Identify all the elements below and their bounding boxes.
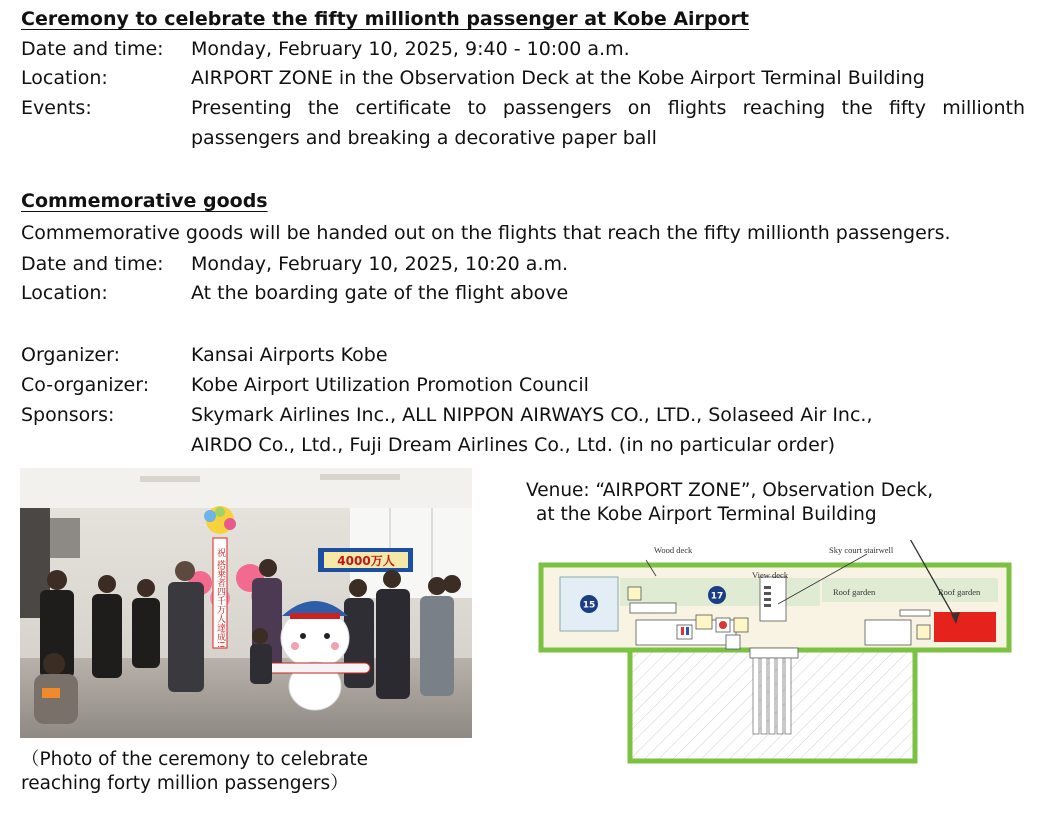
gate-17-label: 17 [710,591,724,602]
goods-location-value: At the boarding gate of the flight above [191,282,569,304]
venue-floor-map [538,540,1012,768]
organizer-value: Kansai Airports Kobe [191,344,388,366]
organizer-label: Organizer: [21,344,120,366]
label-sky-court-stairwell: Sky court stairwell [829,545,894,555]
label-view-deck: View deck [752,570,789,580]
sponsors-label: Sponsors: [21,404,115,426]
airport-zone-area [934,612,996,642]
ceremony-events-line1: Presenting the certificate to passengers on flights reaching the fifty millionth [191,97,1025,119]
ceremony-date-label: Date and time: [21,38,164,60]
sponsors-line2: AIRDO Co., Ltd., Fuji Dream Airlines Co., Ltd. (in no particular order) [191,434,835,456]
venue-title-line1: Venue: “AIRPORT ZONE”, Observation Deck, [526,480,934,501]
photo-caption-line2: reaching forty million passengers） [21,773,349,794]
photo-banner-text: 4000万人 [337,554,395,568]
ceremony-heading: Ceremony to celebrate the fifty millionth passenger at Kobe Airport [21,8,750,30]
venue-title-line2: at the Kobe Airport Terminal Building [536,504,877,525]
goods-location-label: Location: [21,282,108,304]
pole-text: 祝 搭乗者四千万人達成!! [215,548,225,649]
gate-15-label: 15 [582,600,596,611]
coorganizer-value: Kobe Airport Utilization Promotion Council [191,374,589,396]
ceremony-location-value: AIRPORT ZONE in the Observation Deck at the Kobe Airport Terminal Building [191,67,925,89]
ceremony-events-line2: passengers and breaking a decorative paper ball [191,127,657,149]
goods-date-label: Date and time: [21,253,164,275]
coorganizer-label: Co-organizer: [21,374,150,396]
label-wood-deck: Wood deck [654,545,693,555]
goods-heading: Commemorative goods [21,190,268,212]
ceremony-events-label: Events: [21,97,92,119]
goods-description: Commemorative goods will be handed out on the flights that reach the fifty millionth passengers. [21,222,951,244]
label-roof-garden-1: Roof garden [833,587,876,597]
goods-date-value: Monday, February 10, 2025, 10:20 a.m. [191,253,569,275]
ceremony-date-value: Monday, February 10, 2025, 9:40 - 10:00 a.m. [191,38,630,60]
sponsors-line1: Skymark Airlines Inc., ALL NIPPON AIRWAYS CO., LTD., Solaseed Air Inc., [191,404,873,426]
label-roof-garden-2: Roof garden [938,587,981,597]
photo-caption-line1: （Photo of the ceremony to celebrate [21,749,368,770]
ceremony-photo [20,468,472,738]
ceremony-location-label: Location: [21,67,108,89]
